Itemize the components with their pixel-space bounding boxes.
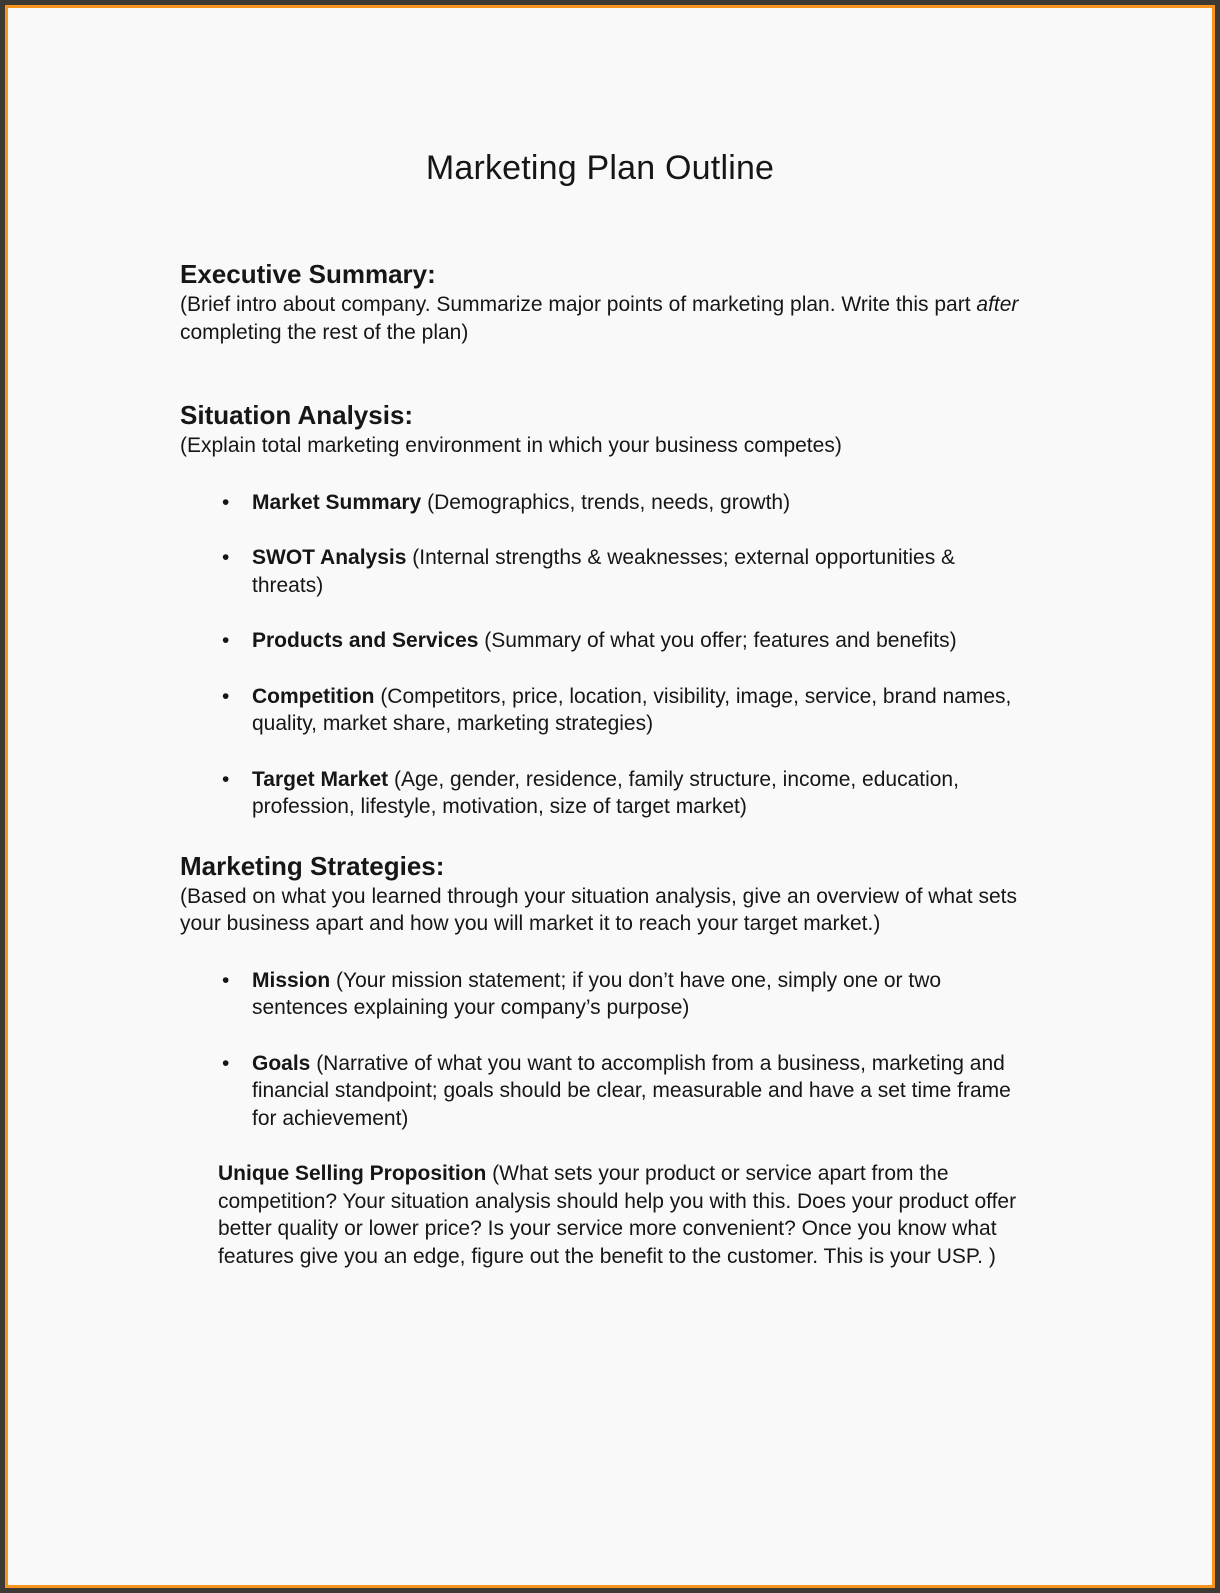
bullet-text [252, 544, 1020, 599]
bullet-desc: (Narrative of what you want to accomplish from a business, marketing and financial standpoint; goals should be clear, measurable and have a set time frame for achievement) [252, 1051, 1011, 1130]
marketing-strategies-bullet-list [180, 967, 1020, 1133]
page-title: Marketing Plan Outline [425, 149, 775, 187]
list-item [180, 1050, 1020, 1133]
executive-summary-intro-part2: completing the rest of the plan) [180, 320, 469, 344]
bullet-icon: • [222, 629, 230, 652]
bullet-icon: • [222, 684, 230, 708]
list-item [180, 967, 1020, 1022]
document-page [5, 5, 1215, 1588]
usp-desc: (What sets your product or service apart from the competition? Your situation analysis should help you with this. Does your product offer better quality or lower price? Is your service more convenient? Once you know what features give you an edge, figure out the benefit to the customer. This is your USP. ) [218, 1162, 1017, 1268]
situation-analysis-bullet-list [180, 489, 1020, 821]
list-item [180, 766, 1020, 821]
bullet-label: Mission [252, 968, 331, 992]
section-marketing-strategies [180, 849, 1020, 1271]
bullet-label: Competition [252, 684, 375, 708]
executive-summary-intro [180, 291, 1020, 346]
list-item [180, 683, 1020, 738]
list-item [180, 489, 1020, 517]
bullet-label: Market Summary [252, 490, 422, 514]
marketing-strategies-heading: Marketing Strategies: [180, 850, 445, 881]
bullet-label: Products and Services [252, 629, 479, 652]
bullet-desc: (Internal strengths & weaknesses; external opportunities & threats) [252, 546, 956, 597]
list-item [180, 544, 1020, 599]
bullet-icon: • [222, 968, 230, 992]
executive-summary-intro-part1: (Brief intro about company. Summarize major points of marketing plan. Write this part [180, 293, 977, 316]
situation-analysis-intro: (Explain total marketing environment in which your business competes) [180, 434, 842, 457]
marketing-strategies-intro: (Based on what you learned through your situation analysis, give an overview of what sets your business apart and how you will market it to reach your target market.) [180, 884, 1017, 935]
bullet-label: Goals [252, 1051, 311, 1075]
bullet-label: Target Market [252, 767, 389, 791]
bullet-text [252, 967, 1020, 1022]
bullet-desc: (Age, gender, residence, family structure, income, education, profession, lifestyle, motivation, size of target market) [252, 767, 959, 818]
bullet-icon: • [222, 490, 230, 514]
executive-summary-intro-italic: after [976, 293, 1019, 316]
bullet-desc: (Competitors, price, location, visibility, image, service, brand names, quality, market share, marketing strategies) [252, 684, 1012, 735]
bullet-text [252, 1050, 1020, 1133]
unique-selling-proposition-paragraph [218, 1160, 1020, 1270]
section-executive-summary [180, 257, 1020, 346]
section-situation-analysis [180, 398, 1020, 821]
bullet-desc: (Demographics, trends, needs, growth) [421, 490, 791, 514]
bullet-text [252, 489, 1020, 517]
bullet-text [252, 627, 1020, 655]
usp-label: Unique Selling Proposition [218, 1162, 487, 1185]
list-item [180, 627, 1020, 655]
bullet-text [252, 766, 1020, 821]
bullet-desc: (Summary of what you offer; features and benefits) [478, 629, 957, 652]
executive-summary-heading: Executive Summary: [180, 259, 436, 289]
bullet-icon: • [222, 767, 230, 791]
bullet-text [252, 683, 1020, 738]
bullet-icon: • [222, 1051, 230, 1075]
bullet-desc: (Your mission statement; if you don’t have one, simply one or two sentences explaining your company’s purpose) [252, 968, 942, 1019]
situation-analysis-heading: Situation Analysis: [180, 400, 414, 430]
bullet-icon: • [222, 546, 230, 569]
bullet-label: SWOT Analysis [252, 546, 407, 569]
